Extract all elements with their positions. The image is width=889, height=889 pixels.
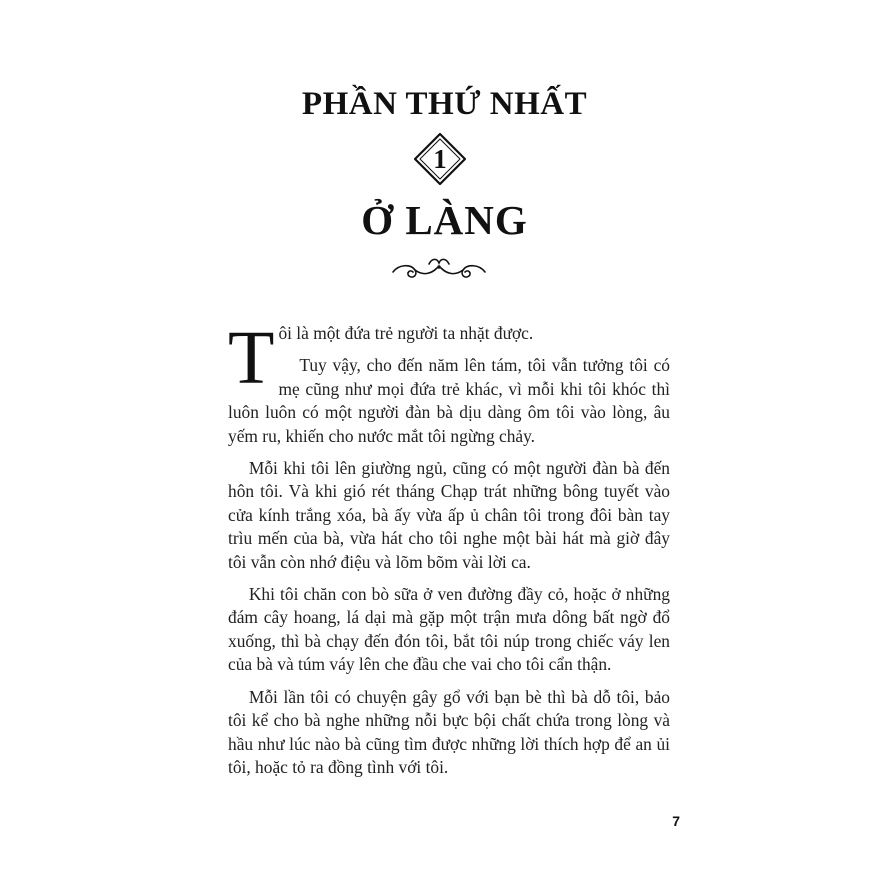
- part-title: PHẦN THỨ NHẤT: [301, 86, 588, 122]
- page-number: 7: [672, 813, 680, 829]
- paragraph: [228, 316, 670, 400]
- paragraph: Tuy vậy, cho đến năm lên tám, tôi vẫn tưởng tôi có mẹ cũng như mọi đứa trẻ khác, vì mỗi khi tôi khóc thì luôn luôn có một người đàn bà dịu dàng ôm tôi vào lòng, âu yếm ru, khiến cho nước mắt tôi ngừng chảy.: [228, 355, 670, 446]
- paragraph: Mỗi lần tôi có chuyện gây gổ với bạn bè thì bà dỗ tôi, bảo tôi kể cho bà nghe những nỗi bực bội chất chứa trong lòng và hầu như lúc nào bà cũng tìm được những lời thích hợp để an ủi tôi, hoặc tỏ ra đồng tình với tôi.: [228, 686, 670, 777]
- flourish-ornament-icon: [389, 254, 489, 282]
- paragraph: Mỗi khi tôi lên giường ngủ, cũng có một người đàn bà đến hôn tôi. Và khi gió rét tháng Chạp trát những bông tuyết vào cửa kính trắng xóa, bà ấy vừa ấp ủ chân tôi trong đôi bàn tay trìu mến của bà, vừa hát cho tôi nghe một bài hát mà giờ đây tôi vẫn còn nhớ điệu và lõm bõm vài lời ca.: [228, 458, 670, 572]
- flourish-ornament: [389, 254, 489, 282]
- chapter-badge: [414, 133, 466, 185]
- paragraph-text: ôi là một đứa trẻ người ta nhặt được.: [278, 323, 534, 343]
- chapter-title: Ở LÀNG: [361, 197, 528, 243]
- drop-cap: T: [228, 316, 275, 400]
- paragraph: Khi tôi chăn con bò sữa ở ven đường đầy cỏ, hoặc ở những đám cây hoang, lá dại mà gặp một trận mưa dông bất ngờ đổ xuống, thì bà chạy đến đón tôi, bắt tôi núp trong chiếc váy len của bà và túm váy lên che đầu che vai cho tôi cẩn thận.: [228, 584, 670, 675]
- body-text: [228, 316, 670, 788]
- chapter-number: 1: [433, 144, 447, 174]
